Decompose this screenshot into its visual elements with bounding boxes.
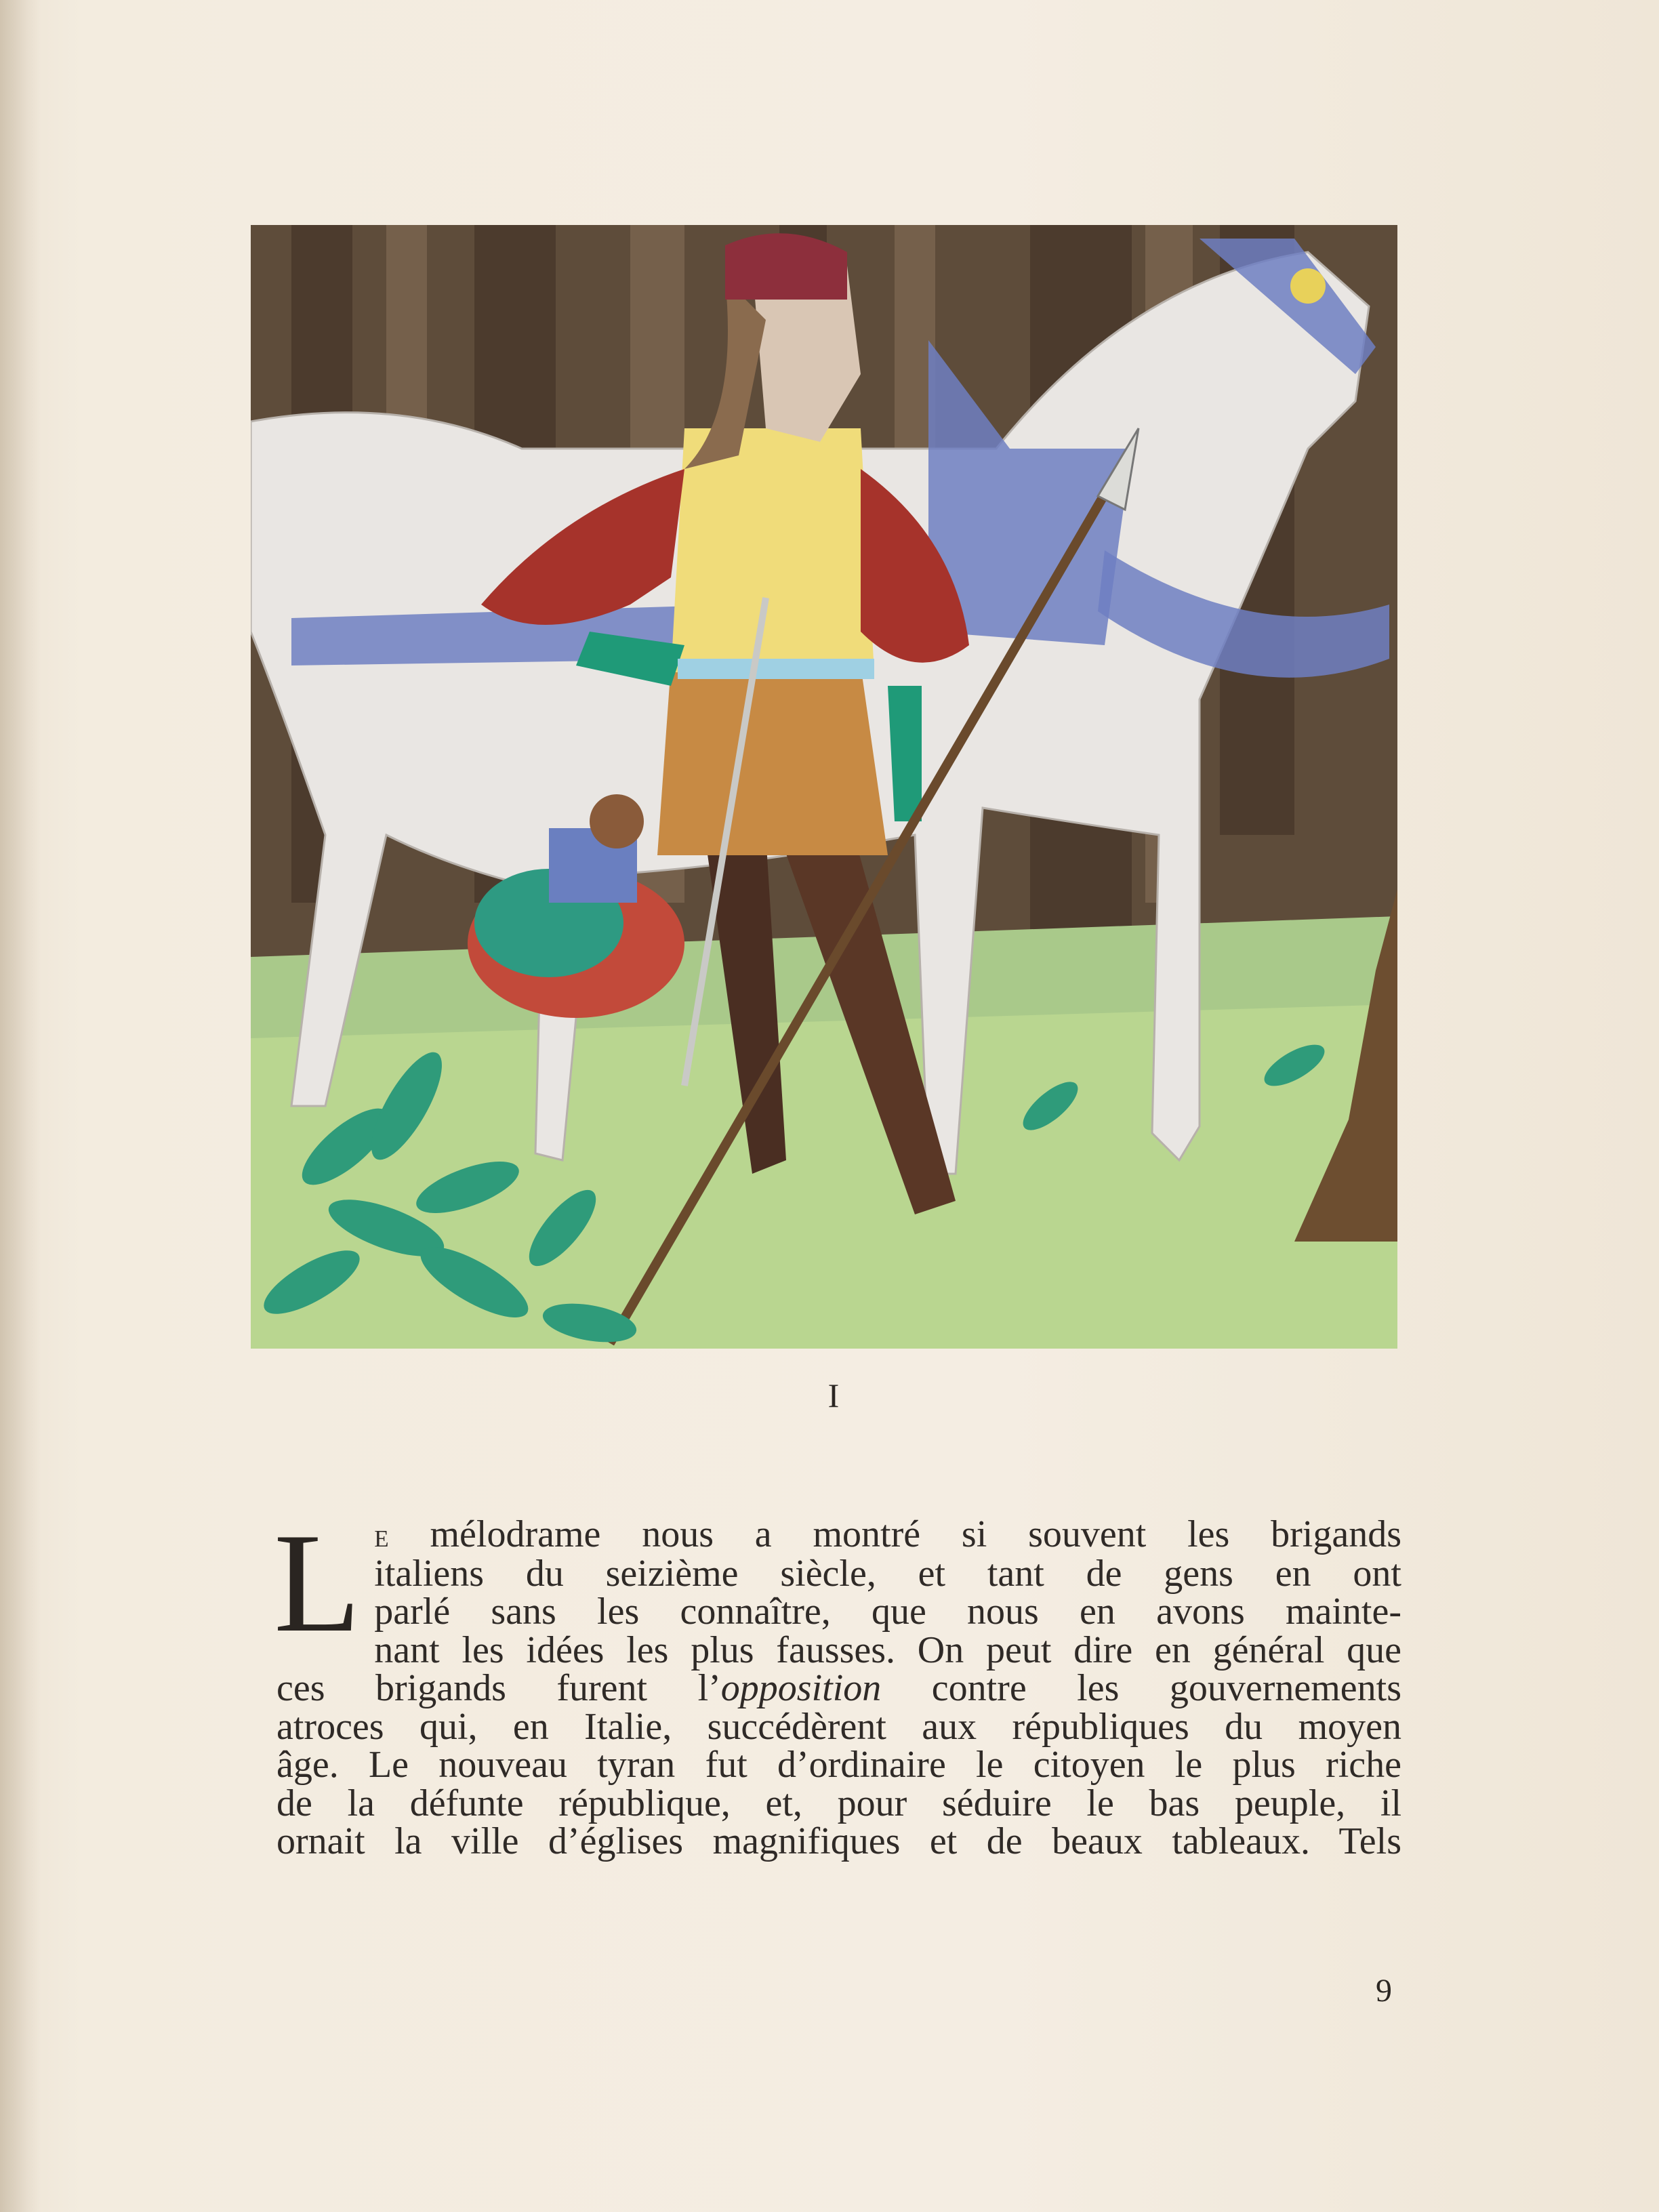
first-word-rest: e	[374, 1516, 389, 1554]
text-line-3: parlé sans les connaître, que nous en avons mainte-	[374, 1591, 1401, 1633]
text-line-6: atroces qui, en Italie, succédèrent aux républiques du moyen	[276, 1705, 1401, 1748]
text-line-4: nant les idées les plus fausses. On peut dire en général que	[374, 1629, 1401, 1671]
illustration	[251, 225, 1397, 1349]
drop-cap: L	[274, 1504, 361, 1662]
engraving-brigand-with-white-horse-icon	[251, 225, 1397, 1349]
chapter-numeral: I	[827, 1376, 840, 1414]
text-line-8: de la défunte république, et, pour séduire le bas peuple, il	[276, 1782, 1401, 1824]
text-line-2: italiens du seizième siècle, et tant de gens en ont	[374, 1552, 1401, 1595]
text-line-5: ces brigands furent l’opposition contre les gouvernements	[276, 1667, 1401, 1709]
italic-word: opposition	[720, 1667, 882, 1709]
text-line-7: âge. Le nouveau tyran fut d’ordinaire le citoyen le plus riche	[276, 1744, 1401, 1786]
text-line-1: e mélodrame nous a montré si souvent les brigands	[374, 1513, 1401, 1555]
body-text	[274, 1504, 1401, 1862]
page-number: 9	[1376, 1973, 1392, 2009]
text-line-9: ornait la ville d’églises magnifiques et de beaux tableaux. Tels	[276, 1820, 1401, 1862]
page-gutter-shadow	[0, 0, 41, 2212]
